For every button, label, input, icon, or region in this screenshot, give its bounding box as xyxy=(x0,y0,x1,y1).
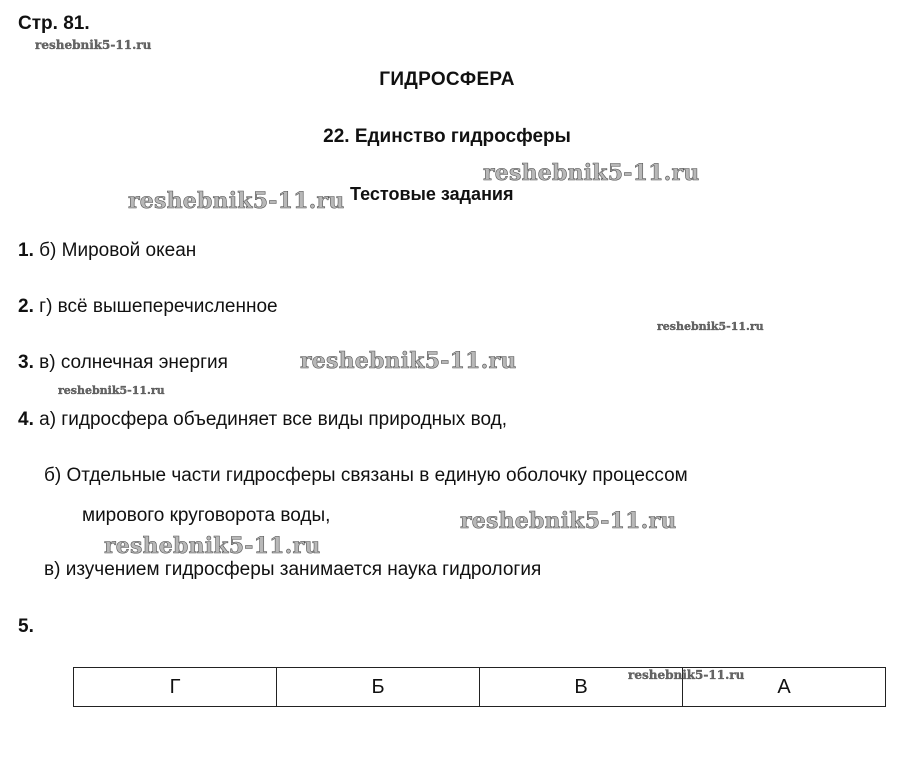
answer-number: 5. xyxy=(18,616,34,637)
answer-number: 3. xyxy=(18,352,34,373)
answer-2 xyxy=(18,296,278,318)
table-cell: А xyxy=(683,668,886,707)
watermark: reshebnik5-11.ru xyxy=(128,188,345,214)
answer-text: в) солнечная энергия xyxy=(33,352,228,373)
answer-4-line-b: б) Отдельные части гидросферы связаны в единую оболочку процессом xyxy=(44,465,688,486)
answer-number: 4. xyxy=(18,409,34,430)
answer-4-line-c: в) изучением гидросферы занимается наука гидрология xyxy=(44,559,542,580)
answer-4 xyxy=(18,409,507,431)
table-cell: В xyxy=(480,668,683,707)
watermark: reshebnik5-11.ru xyxy=(300,348,517,374)
watermark: reshebnik5-11.ru xyxy=(460,508,677,534)
answer-5 xyxy=(18,616,34,638)
answer-text: г) всё вышеперечисленное xyxy=(33,296,278,317)
subtitle: Тестовые задания xyxy=(350,184,514,204)
answer-5-table xyxy=(73,667,886,707)
answer-3 xyxy=(18,352,228,374)
watermark: reshebnik5-11.ru xyxy=(58,384,165,397)
answer-number: 1. xyxy=(18,240,34,261)
watermark: reshebnik5-11.ru xyxy=(35,38,152,52)
table-cell: Б xyxy=(277,668,480,707)
answer-number: 2. xyxy=(18,296,34,317)
answer-4-line-b-continued: мирового круговорота воды, xyxy=(82,505,331,526)
section-title: ГИДРОСФЕРА xyxy=(379,69,515,90)
answer-text: а) гидросфера объединяет все виды природных вод, xyxy=(33,409,507,430)
answer-text: б) Мировой океан xyxy=(33,240,197,261)
page-number-header: Стр. 81. xyxy=(18,13,90,34)
watermark: reshebnik5-11.ru xyxy=(104,533,321,559)
watermark: reshebnik5-11.ru xyxy=(657,320,764,333)
table-cell: Г xyxy=(74,668,277,707)
topic-title: 22. Единство гидросферы xyxy=(323,126,571,147)
watermark: reshebnik5-11.ru xyxy=(628,668,745,682)
table-row xyxy=(74,668,886,707)
watermark: reshebnik5-11.ru xyxy=(483,160,700,186)
answer-1 xyxy=(18,240,196,262)
